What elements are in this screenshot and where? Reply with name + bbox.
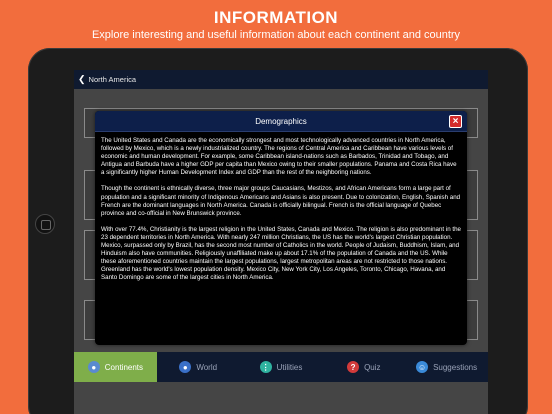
back-button-label[interactable]: North America [88, 75, 137, 84]
home-button[interactable] [35, 214, 55, 234]
person-icon: ☺ [417, 362, 427, 372]
question-icon: ? [347, 361, 359, 373]
promo-subtitle: Explore interesting and useful information about each continent and country [91, 29, 461, 41]
tab-label: Utilities [276, 362, 303, 372]
globe-icon: ● [88, 361, 100, 373]
tab-world[interactable] [157, 352, 240, 382]
dialog-header [95, 111, 467, 132]
tab-continents[interactable] [74, 352, 157, 382]
close-icon[interactable]: × [449, 115, 462, 128]
paragraph-economy: The United States and Canada are the economically strongest and most technologically advanced countries in North America, followed by Mexico, which is a newly industrialized country. The regions of Central America and Caribbean have various levels of economic and human development. For example, some Caribbean island-nations such as Barbados, Trinidad and Tobago, and Antigua and Barbuda have a higher GDP per capita than Mexico owing to their smaller populations. Panama and Costa Rica have a significantly higher Human Development Index and GDP than the rest of the neighboring nations. [101, 137, 457, 177]
tab-bar [74, 352, 488, 382]
tab-quiz[interactable] [322, 352, 405, 382]
tab-suggestions[interactable] [405, 352, 488, 382]
tab-label: Suggestions [433, 362, 478, 372]
share-icon: ⋮ [261, 362, 270, 372]
tab-label: Quiz [364, 362, 381, 372]
tab-utilities[interactable] [240, 352, 323, 382]
world-icon: ● [179, 361, 191, 373]
navigation-bar [74, 70, 488, 89]
tab-label: Continents [104, 362, 144, 372]
demographics-dialog [95, 111, 467, 345]
tab-label: World [196, 362, 218, 372]
back-chevron-icon[interactable]: ❮ [78, 74, 86, 84]
paragraph-religion: With over 77.4%, Christianity is the largest religion in the United States, Canada and Mexico. The religion is also predominant in the 23 dependent territories in North America. With nearly 247 million Christians, the US has the world's largest Christian population. Mexico, surpassed only by Brazil, has the second most number of Catholics in the world. People of Judaism, Buddhism, Islam, and Hinduism also have communities. Religiously unaffiliated make up about 17.1% of the population of Canada and the US. While these aforementioned countries maintain the largest populations, largest metropolitan areas are not restricted to those nations. Greenland has the world's lowest population density. Mexico City, New York City, Los Angeles, Toronto, Chicago, Havana, and Santo Domingo are some of the largest cities in North America. [101, 225, 461, 282]
promo-title: INFORMATION [213, 8, 339, 27]
paragraph-ethnicity: Though the continent is ethnically diverse, three major groups Caucasians, Mestizos, and African Americans form a large part of population and a significant minority of Indigenous Americans and Asians is also present. Due to colonization, English, Spanish and French are the dominant languages in North America. Canada is officially bilingual. French is the official language of Quebec province and co-official in New Brunswick province. [101, 185, 461, 217]
dialog-body [95, 132, 467, 283]
dialog-title: Demographics [255, 117, 307, 126]
